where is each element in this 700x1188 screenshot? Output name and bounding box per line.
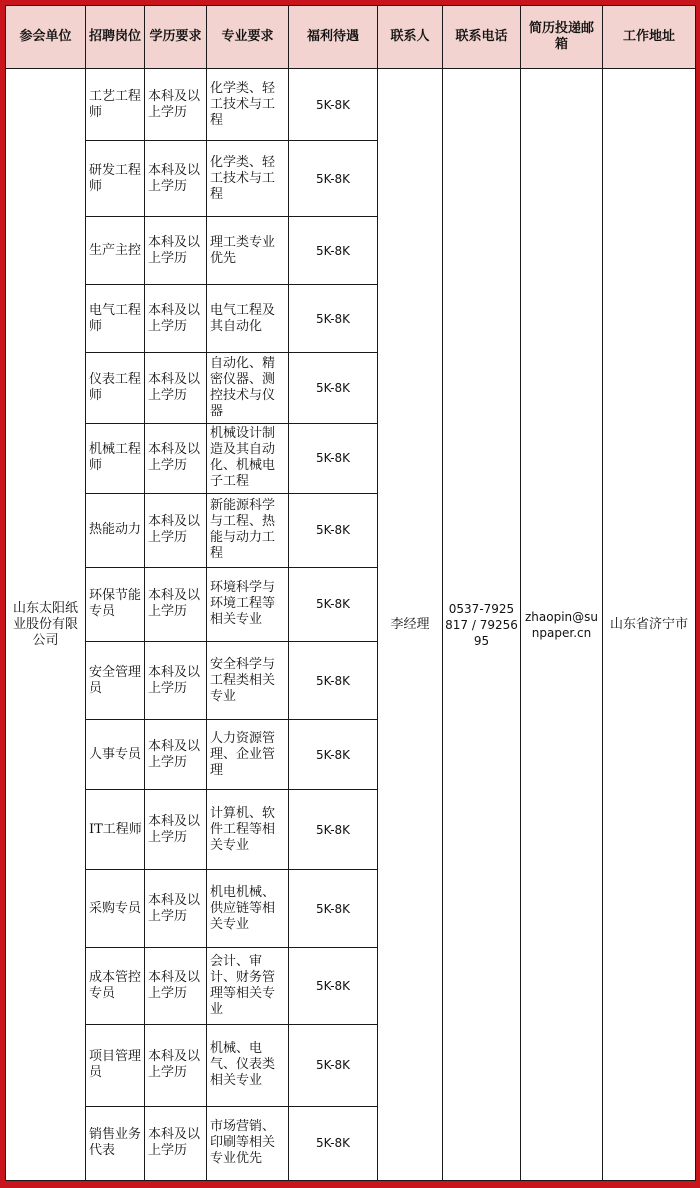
header-phone: 联系电话 — [443, 6, 521, 69]
salary-cell: 5K-8K — [289, 285, 378, 353]
education-cell: 本科及以上学历 — [145, 1024, 207, 1106]
header-address: 工作地址 — [603, 6, 696, 69]
salary-cell: 5K-8K — [289, 69, 378, 141]
education-cell: 本科及以上学历 — [145, 493, 207, 567]
header-position: 招聘岗位 — [86, 6, 145, 69]
major-cell: 安全科学与工程类相关专业 — [207, 641, 289, 719]
major-cell: 化学类、轻工技术与工程 — [207, 69, 289, 141]
position-cell: 研发工程师 — [86, 141, 145, 217]
position-cell: 电气工程师 — [86, 285, 145, 353]
position-cell: 机械工程师 — [86, 423, 145, 493]
major-cell: 计算机、软件工程等相关专业 — [207, 790, 289, 870]
salary-cell: 5K-8K — [289, 720, 378, 790]
header-company: 参会单位 — [6, 6, 86, 69]
major-cell: 理工类专业优先 — [207, 217, 289, 285]
major-cell: 市场营销、印刷等相关专业优先 — [207, 1106, 289, 1180]
education-cell: 本科及以上学历 — [145, 69, 207, 141]
header-contact: 联系人 — [378, 6, 443, 69]
major-cell: 化学类、轻工技术与工程 — [207, 141, 289, 217]
header-major: 专业要求 — [207, 6, 289, 69]
header-education: 学历要求 — [145, 6, 207, 69]
position-cell: 热能动力 — [86, 493, 145, 567]
salary-cell: 5K-8K — [289, 141, 378, 217]
major-cell: 机械设计制造及其自动化、机械电子工程 — [207, 423, 289, 493]
position-cell: 安全管理员 — [86, 641, 145, 719]
recruitment-sheet — [5, 5, 695, 1181]
position-cell: 成本管控专员 — [86, 948, 145, 1024]
salary-cell: 5K-8K — [289, 948, 378, 1024]
major-cell: 人力资源管理、企业管理 — [207, 720, 289, 790]
education-cell: 本科及以上学历 — [145, 217, 207, 285]
education-cell: 本科及以上学历 — [145, 870, 207, 948]
education-cell: 本科及以上学历 — [145, 141, 207, 217]
education-cell: 本科及以上学历 — [145, 948, 207, 1024]
salary-cell: 5K-8K — [289, 870, 378, 948]
education-cell: 本科及以上学历 — [145, 285, 207, 353]
header-salary: 福利待遇 — [289, 6, 378, 69]
education-cell: 本科及以上学历 — [145, 353, 207, 423]
salary-cell: 5K-8K — [289, 567, 378, 641]
header-email: 简历投递邮箱 — [521, 6, 603, 69]
position-cell: 人事专员 — [86, 720, 145, 790]
salary-cell: 5K-8K — [289, 790, 378, 870]
position-cell: 采购专员 — [86, 870, 145, 948]
major-cell: 新能源科学与工程、热能与动力工程 — [207, 493, 289, 567]
email-cell[interactable]: zhaopin@sunpaper.cn — [521, 69, 603, 1181]
position-cell: 生产主控 — [86, 217, 145, 285]
table-body — [6, 69, 696, 1181]
salary-cell: 5K-8K — [289, 641, 378, 719]
major-cell: 环境科学与环境工程等相关专业 — [207, 567, 289, 641]
position-cell: 仪表工程师 — [86, 353, 145, 423]
position-cell: 销售业务代表 — [86, 1106, 145, 1180]
recruitment-table — [5, 5, 696, 1181]
header-row — [6, 6, 696, 69]
table-row — [6, 69, 696, 141]
major-cell: 自动化、精密仪器、测控技术与仪器 — [207, 353, 289, 423]
major-cell: 会计、审计、财务管理等相关专业 — [207, 948, 289, 1024]
position-cell: 工艺工程师 — [86, 69, 145, 141]
salary-cell: 5K-8K — [289, 493, 378, 567]
address-cell: 山东省济宁市 — [603, 69, 696, 1181]
major-cell: 机电机械、供应链等相关专业 — [207, 870, 289, 948]
education-cell: 本科及以上学历 — [145, 567, 207, 641]
phone-cell: 0537-7925817 / 7925695 — [443, 69, 521, 1181]
salary-cell: 5K-8K — [289, 353, 378, 423]
education-cell: 本科及以上学历 — [145, 790, 207, 870]
company-cell: 山东太阳纸业股份有限公司 — [6, 69, 86, 1181]
education-cell: 本科及以上学历 — [145, 720, 207, 790]
salary-cell: 5K-8K — [289, 1106, 378, 1180]
education-cell: 本科及以上学历 — [145, 641, 207, 719]
major-cell: 电气工程及其自动化 — [207, 285, 289, 353]
contact-cell: 李经理 — [378, 69, 443, 1181]
salary-cell: 5K-8K — [289, 423, 378, 493]
position-cell: IT工程师 — [86, 790, 145, 870]
education-cell: 本科及以上学历 — [145, 1106, 207, 1180]
position-cell: 项目管理员 — [86, 1024, 145, 1106]
major-cell: 机械、电气、仪表类相关专业 — [207, 1024, 289, 1106]
position-cell: 环保节能专员 — [86, 567, 145, 641]
education-cell: 本科及以上学历 — [145, 423, 207, 493]
salary-cell: 5K-8K — [289, 1024, 378, 1106]
salary-cell: 5K-8K — [289, 217, 378, 285]
